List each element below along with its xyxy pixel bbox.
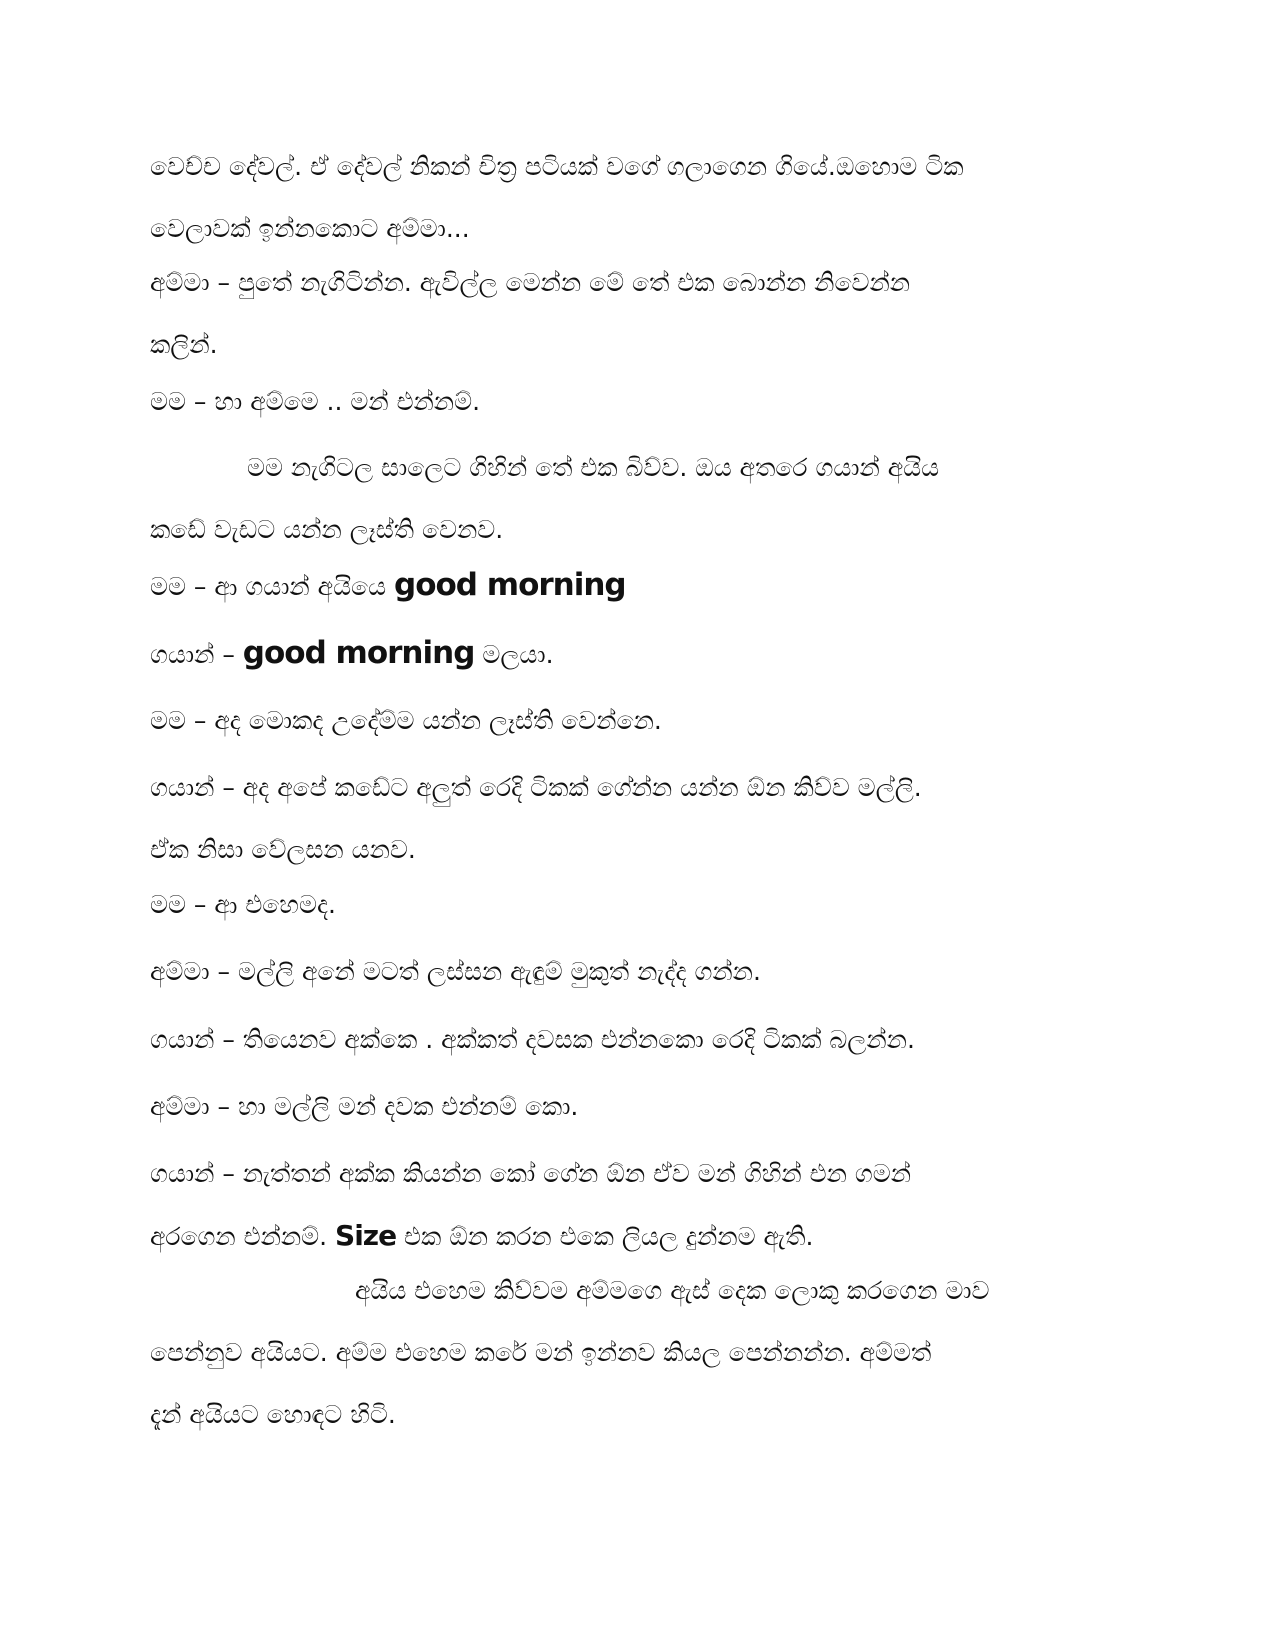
paragraph-9-line-1: මම – ආ එහෙමද.: [150, 890, 336, 919]
paragraph-3: [150, 371, 1130, 433]
paragraph-2-line-1: අම්මා – පුතේ නැගිටින්න. ඇවිල්ල මෙන්න මේ තේ එක බොන්න නිවෙන්න: [150, 268, 911, 297]
paragraph-3-line-1: මම – හා අම්මෙ .. මන් එන්නම්.: [150, 387, 481, 416]
paragraph-14-line-1: අයිය එහෙම කිව්වම අම්මගෙ ඇස් දෙක ලොකු කරගෙන මාව: [355, 1276, 990, 1305]
paragraph-13: [150, 1143, 1130, 1268]
paragraph-2: [150, 252, 1130, 376]
paragraph-5-line-1: [150, 554, 1130, 618]
paragraph-10: [150, 941, 1130, 1003]
paragraph-14: [150, 1260, 1130, 1446]
paragraph-1: [150, 136, 1130, 260]
paragraph-2-line-2: කලින්.: [150, 330, 218, 359]
paragraph-11-line-1: ගයාන් – තියෙනව අක්කෙ . අක්කත් දවසක එන්නකො රෙදි ටිකක් බලන්න.: [150, 1025, 915, 1054]
paragraph-14-line-3: දැන් අයියට හොඳට හිටි.: [150, 1400, 396, 1429]
paragraph-6-speaker: ගයාන් –: [150, 640, 243, 669]
paragraph-14-line-2: පෙන්නුව අයියට. අම්ම එහෙම කරේ මන් ඉන්නව කියල පෙන්නන්න. අම්මත්: [150, 1338, 932, 1367]
paragraph-6-suffix: මලයා.: [474, 640, 554, 669]
paragraph-6: [150, 622, 1130, 686]
paragraph-13-line-2: [150, 1205, 1130, 1268]
paragraph-5-sinhala: මම – ආ ගයාන් අයියෙ: [150, 572, 394, 601]
paragraph-6-line-1: [150, 622, 1130, 686]
paragraph-6-english: good morning: [242, 635, 475, 671]
paragraph-8-line-2: ඒක නිසා වේලසන යනව.: [150, 835, 416, 864]
paragraph-4: [150, 437, 1130, 561]
paragraph-11: [150, 1009, 1130, 1071]
paragraph-5-english: good morning: [394, 567, 626, 603]
paragraph-9: [150, 874, 1130, 936]
paragraph-1-line-1: වෙච්ච දේවල්. ඒ දේවල් නිකන් චිත්‍ර පටියක් වගේ ගලාගෙන ගියේ.ඔහොම ටික: [150, 152, 964, 181]
paragraph-8-line-1: ගයාන් – අද අපේ කඩේට අලුත් රෙදි ටිකක් ගේන්න යන්න ඕන කිව්ව මල්ලි.: [150, 773, 922, 802]
paragraph-13-line-2-suffix: එක ඕන කරන එකෙ ලියල දුන්නම ඇති.: [396, 1222, 814, 1251]
paragraph-13-line-2-prefix: අරගෙන එන්නම්.: [150, 1222, 336, 1251]
paragraph-5: [150, 554, 1130, 618]
paragraph-1-line-2: වෙලාවක් ඉන්නකොට අම්මා...: [150, 214, 470, 243]
paragraph-13-line-1: ගයාන් – නැත්තන් අක්ක කියන්න කෝ ගේන ඕන ඒව මන් ගිහින් එන ගමන්: [150, 1159, 911, 1188]
paragraph-13-english: Size: [335, 1219, 397, 1252]
paragraph-4-line-2: කඩේ වැඩට යන්න ලෑස්ති වෙනව.: [150, 515, 504, 544]
paragraph-10-line-1: අම්මා – මල්ලි අනේ මටත් ලස්සන ඇඳුම් මුකුත් නැද්ද ගන්න.: [150, 957, 761, 986]
paragraph-8: [150, 757, 1130, 881]
paragraph-12: [150, 1076, 1130, 1138]
paragraph-7-line-1: මම – අද මොකද උදේම්ම යන්න ලෑස්ති වෙන්නෙ.: [150, 706, 662, 735]
paragraph-7: [150, 690, 1130, 752]
paragraph-12-line-1: අම්මා – හා මල්ලි මන් දවක එන්නම් කො.: [150, 1092, 579, 1121]
paragraph-4-line-1: මම නැගිටල සාලෙට ගිහින් තේ එක බිව්ව. ඔය අතරෙ ගයාන් අයිය: [247, 453, 940, 482]
